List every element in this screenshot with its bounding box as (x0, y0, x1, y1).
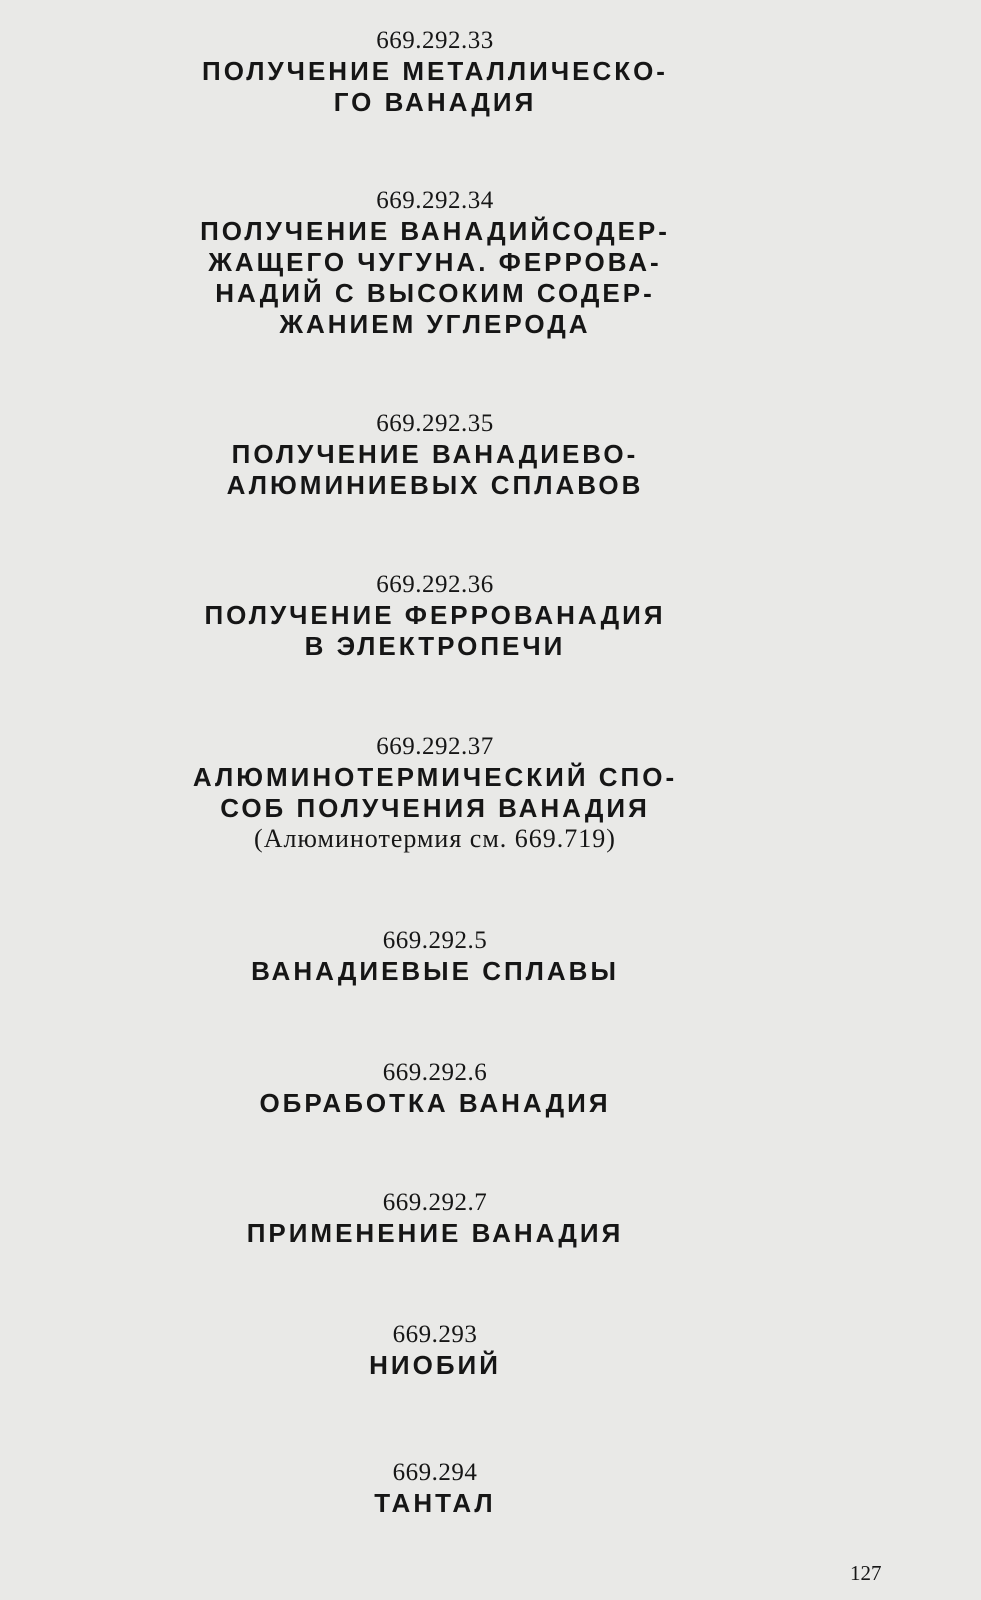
entry-title-line: СОБ ПОЛУЧЕНИЯ ВАНАДИЯ (220, 793, 650, 823)
entry-title-line: ПОЛУЧЕНИЕ ВАНАДИЕВО- (231, 439, 639, 469)
entry-code: 669.293 (392, 1321, 478, 1348)
entry-title-line: ПОЛУЧЕНИЕ ВАНАДИЙСОДЕР- (200, 216, 670, 246)
catalog-entry (130, 1458, 740, 1519)
catalog-entry (130, 409, 740, 501)
entry-title-line: ТАНТАЛ (374, 1488, 496, 1518)
catalog-entry (130, 926, 740, 987)
entry-code: 669.292.37 (376, 733, 494, 760)
entry-code: 669.292.7 (382, 1189, 488, 1216)
entry-title-line: ГО ВАНАДИЯ (333, 87, 537, 117)
entry-title-line: ПОЛУЧЕНИЕ МЕТАЛЛИЧЕСКО- (202, 56, 668, 86)
cross-reference-note: (Алюминотермия см. 669.719) (254, 824, 616, 853)
entry-title-line: ПРИМЕНЕНИЕ ВАНАДИЯ (246, 1218, 624, 1248)
catalog-entry (130, 186, 740, 340)
page-number: 127 (850, 1561, 882, 1585)
catalog-entry (130, 26, 740, 118)
entry-title-line: НИОБИЙ (369, 1350, 501, 1380)
entry-title-line: В ЭЛЕКТРОПЕЧИ (304, 631, 566, 661)
catalog-entry (130, 570, 740, 662)
entry-code: 669.292.34 (376, 187, 494, 214)
entry-code: 669.292.35 (376, 410, 494, 437)
entry-code: 669.292.33 (376, 27, 494, 54)
entry-title-line: ОБРАБОТКА ВАНАДИЯ (259, 1088, 611, 1118)
entry-code: 669.292.36 (376, 571, 494, 598)
catalog-entry (130, 732, 740, 854)
entry-title-line: ВАНАДИЕВЫЕ СПЛАВЫ (251, 956, 619, 986)
entry-title-line: НАДИЙ С ВЫСОКИМ СОДЕР- (215, 278, 655, 308)
entry-title-line: ПОЛУЧЕНИЕ ФЕРРОВАНАДИЯ (204, 600, 666, 630)
entry-code: 669.294 (392, 1459, 478, 1486)
catalog-entry (130, 1320, 740, 1381)
entry-code: 669.292.5 (382, 927, 488, 954)
catalog-entry (130, 1188, 740, 1249)
entry-title-line: ЖАНИЕМ УГЛЕРОДА (279, 309, 591, 339)
catalog-entry (130, 1058, 740, 1119)
entry-code: 669.292.6 (382, 1059, 488, 1086)
entry-title-line: АЛЮМИНИЕВЫХ СПЛАВОВ (226, 470, 644, 500)
entry-title-line: ЖАЩЕГО ЧУГУНА. ФЕРРОВА- (208, 247, 662, 277)
entry-title-line: АЛЮМИНОТЕРМИЧЕСКИЙ СПО- (192, 762, 678, 792)
